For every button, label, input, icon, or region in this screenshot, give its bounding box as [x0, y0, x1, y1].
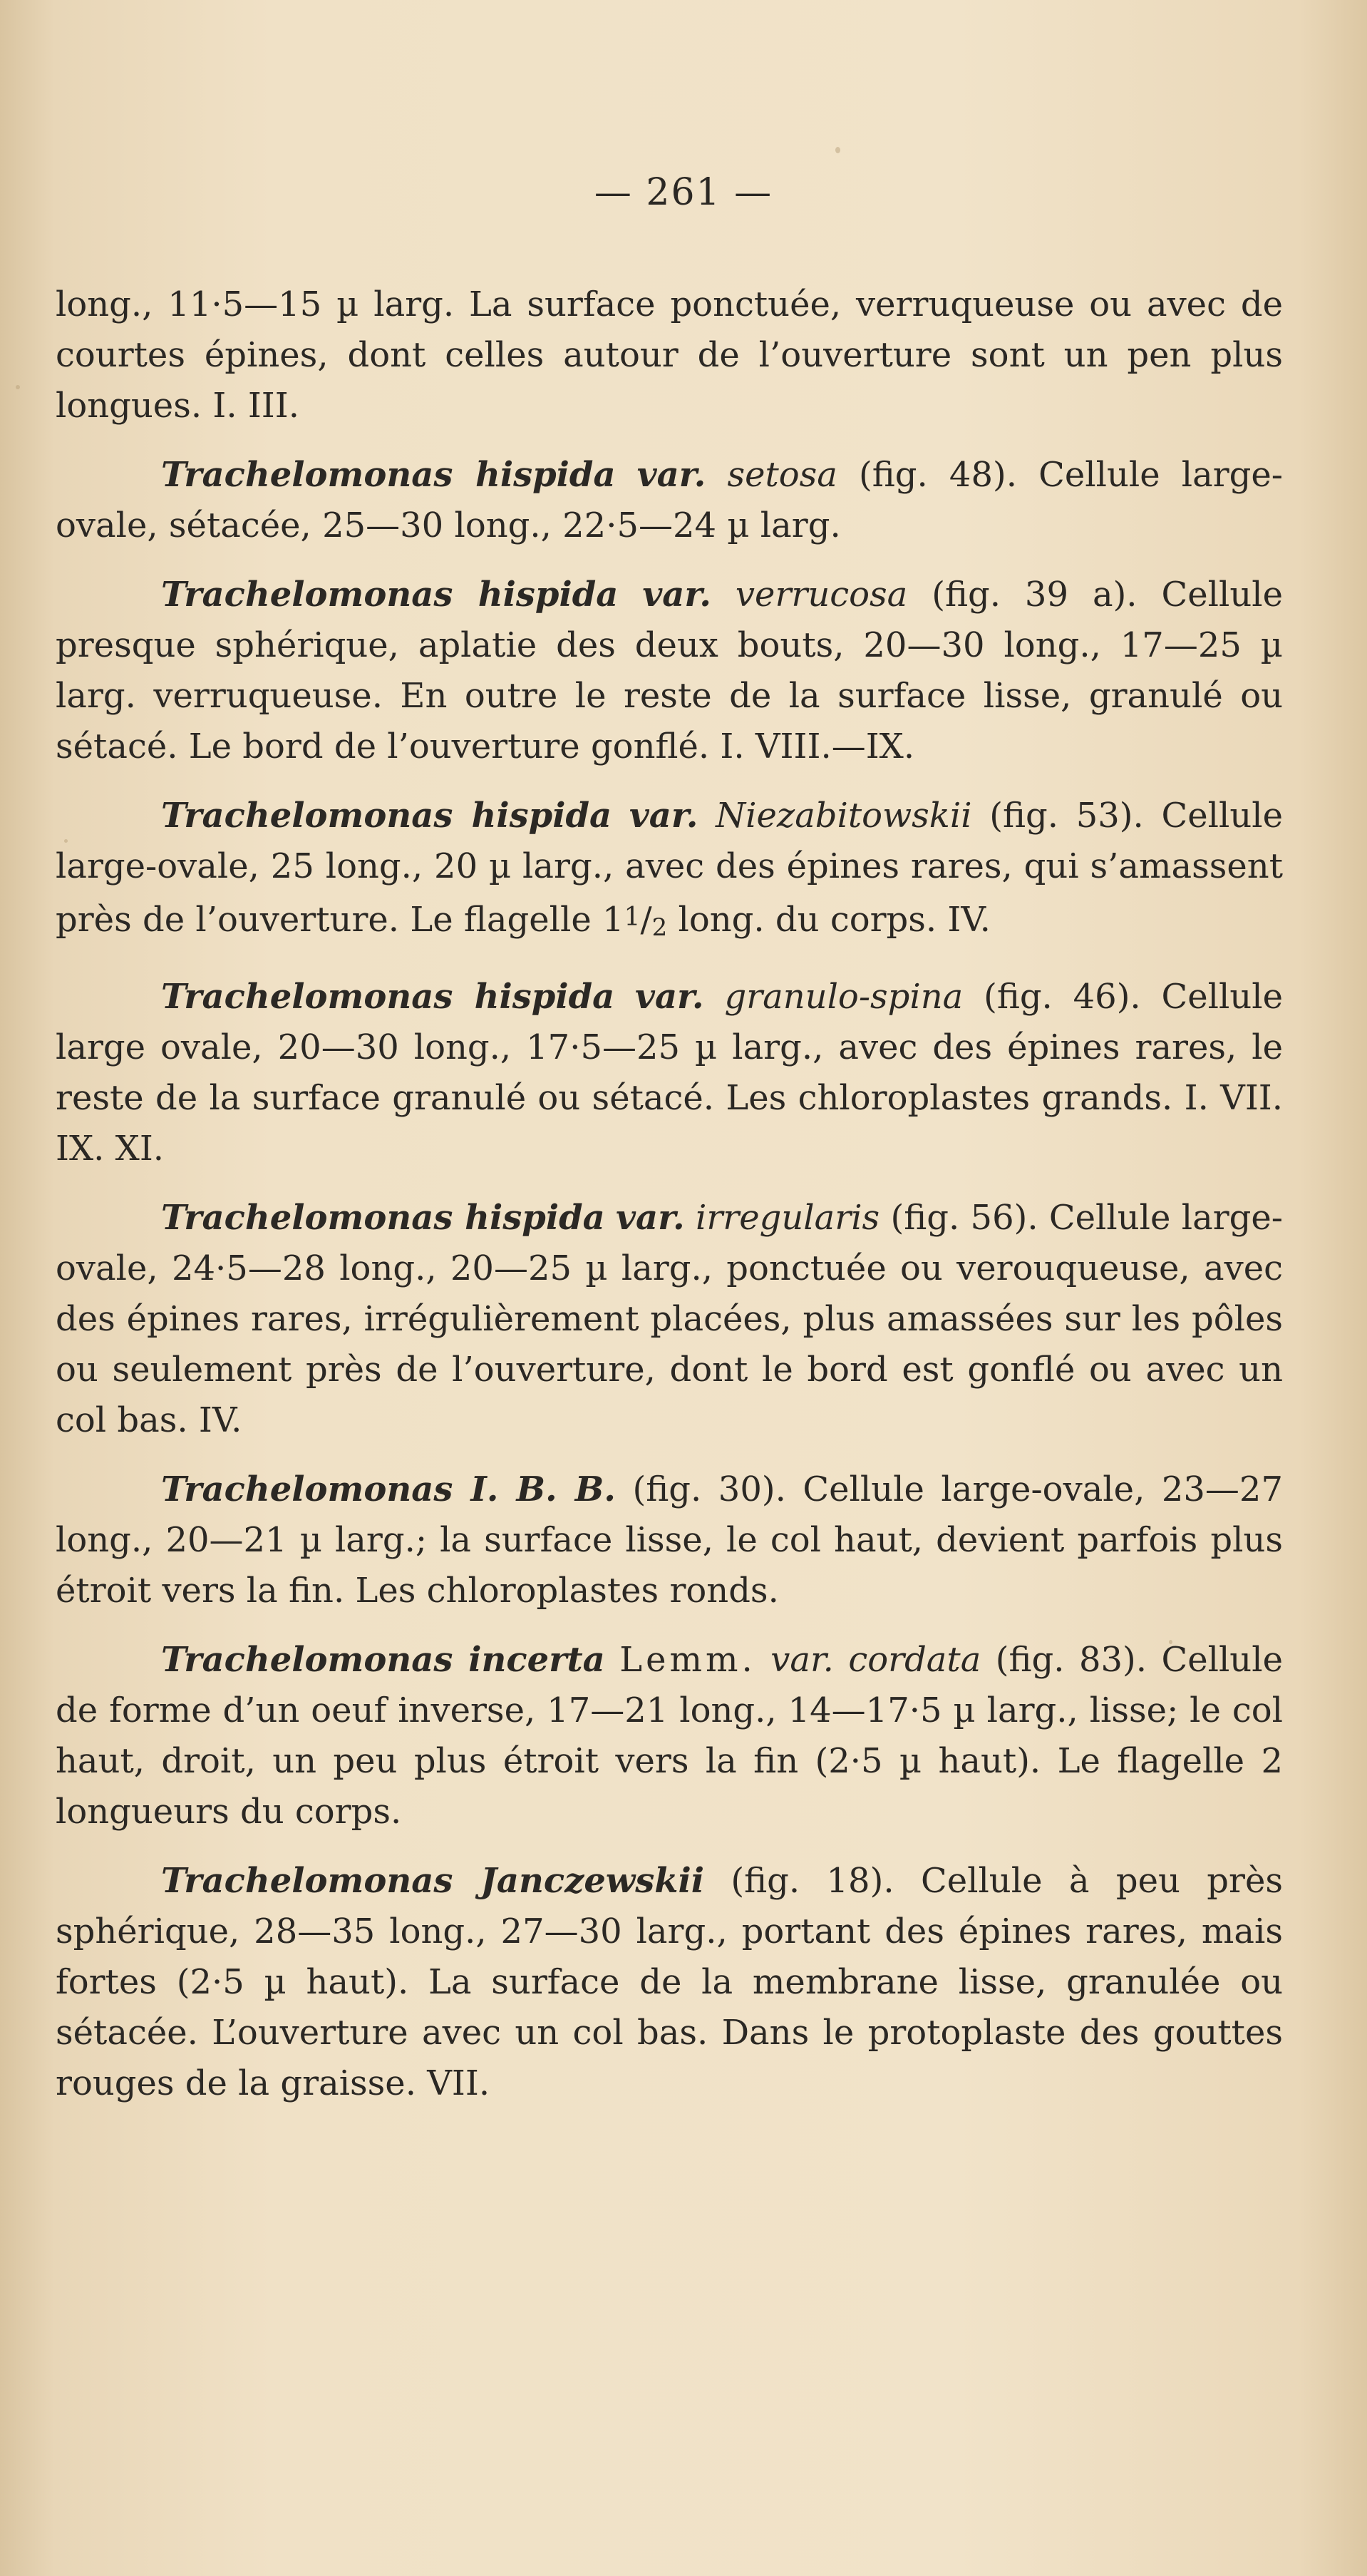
paper-speck	[835, 147, 840, 153]
species-name: Trachelomonas Janczewskii	[161, 1861, 705, 1901]
entry-description: (fig. 18). Cellule à peu près sphérique, 28—35 long., 27—30 larg., portant des épines rares, mais fortes (2·5 µ haut). La surface de la membrane lisse, granulée ou sétacée. L’ouverture avec un col bas. Dans le protoplaste des gouttes rouges de la graisse. VII.	[56, 1861, 1284, 2103]
species-name: Trachelomonas hispida	[161, 977, 615, 1017]
species-name: Trachelomonas incerta	[161, 1640, 605, 1680]
paper-speck	[16, 385, 20, 389]
species-entry-irregularis	[56, 1193, 1283, 1446]
variety-name: cordata	[848, 1640, 981, 1680]
variety-label: var.	[629, 796, 698, 836]
variety-name: verrucosa	[735, 575, 908, 615]
variety-label: var.	[636, 455, 706, 495]
species-name: Trachelomonas hispida	[161, 1198, 605, 1238]
entry-description: (fig. 39 a). Cellule presque sphérique, aplatie des deux bouts, 20—30 long., 17—25 µ larg. verruqueuse. En outre le reste de la surface lisse, granulé ou sétacé. Le bord de l’ouverture gonflé. I. VIII.—IX.	[56, 575, 1284, 766]
entry-description: (fig. 83). Cellule de forme d’un oeuf inverse, 17—21 long., 14—17·5 µ larg., lisse; le col haut, droit, un peu plus étroit vers la fin (2·5 µ haut). Le flagelle 2 longueurs du corps.	[56, 1640, 1283, 1832]
variety-name: granulo-spina	[724, 977, 964, 1017]
entry-description: (fig. 46). Cellule large ovale, 20—30 long., 17·5—25 µ larg., avec des épines rares, le reste de la surface granulé ou sétacé. Les chloroplastes grands. I. VII. IX. XI.	[56, 977, 1283, 1169]
species-entry-granulo-spina	[56, 972, 1283, 1174]
species-entry-janczewskii	[56, 1856, 1283, 2109]
variety-name: irregularis	[696, 1198, 880, 1238]
species-entry-setosa	[56, 450, 1283, 551]
body-text	[56, 279, 1283, 2109]
species-entry-incerta-cordata	[56, 1635, 1283, 1837]
entry-description: (fig. 48). Cellule large-ovale, sétacée, 25—30 long., 22·5—24 µ larg.	[56, 455, 1284, 545]
entry-description: (fig. 53). Cellule large-ovale, 25 long., 20 µ larg., avec des épines rares, qui s’amassent près de l’ouverture. Le flagelle 1	[56, 796, 1283, 940]
variety-label: var.	[642, 575, 711, 615]
variety-name: Niezabitowskii	[716, 796, 972, 836]
entry-description: (fig. 56). Cellule large-ovale, 24·5—28 long., 20—25 µ larg., ponctuée ou verouqueuse, avec des épines rares, irrégulièrement placées, plus amassées sur les pôles ou seulement près de l’ouverture, dont le bord est gonflé ou avec un col bas. IV.	[56, 1198, 1284, 1440]
paragraph-continuation	[56, 279, 1283, 431]
entry-description-end: long. du corps. IV.	[667, 900, 991, 940]
species-entry-ibb	[56, 1464, 1283, 1616]
fraction-denominator: 2	[651, 913, 668, 942]
paragraph-text: long., 11·5—15 µ larg. La surface ponctuée, verruqueuse ou avec de courtes épines, dont celles autour de l’ouverture sont un pen plus longues. I. III.	[56, 284, 1283, 426]
author-name: Lemm.	[619, 1640, 756, 1680]
page-number: — 261 —	[594, 171, 773, 214]
fraction-numerator: 1	[624, 903, 641, 932]
variety-label: var.	[770, 1640, 834, 1680]
variety-label: var.	[635, 977, 704, 1017]
species-entry-niezabitowskii: Trachelomonas hispida var. Niezabitowskii (fig. 53). Cellule large-ovale, 25 long., 20 µ larg., avec des épines rares, qui s’amassent près de l’ouverture. Le flagelle 11/2 long. du corps. IV.	[56, 796, 1283, 942]
variety-name: setosa	[727, 455, 837, 495]
species-name: Trachelomonas hispida	[161, 455, 616, 495]
species-name: Trachelomonas hispida	[161, 575, 619, 615]
species-entry-verrucosa	[56, 570, 1283, 772]
species-name: Trachelomonas I. B. B.	[161, 1469, 617, 1509]
variety-label: var.	[616, 1198, 685, 1238]
species-name: Trachelomonas hispida	[161, 796, 612, 836]
entry-description: (fig. 30). Cellule large-ovale, 23—27 long., 20—21 µ larg.; la surface lisse, le col haut, devient parfois plus étroit vers la fin. Les chloroplastes ronds.	[56, 1469, 1283, 1611]
